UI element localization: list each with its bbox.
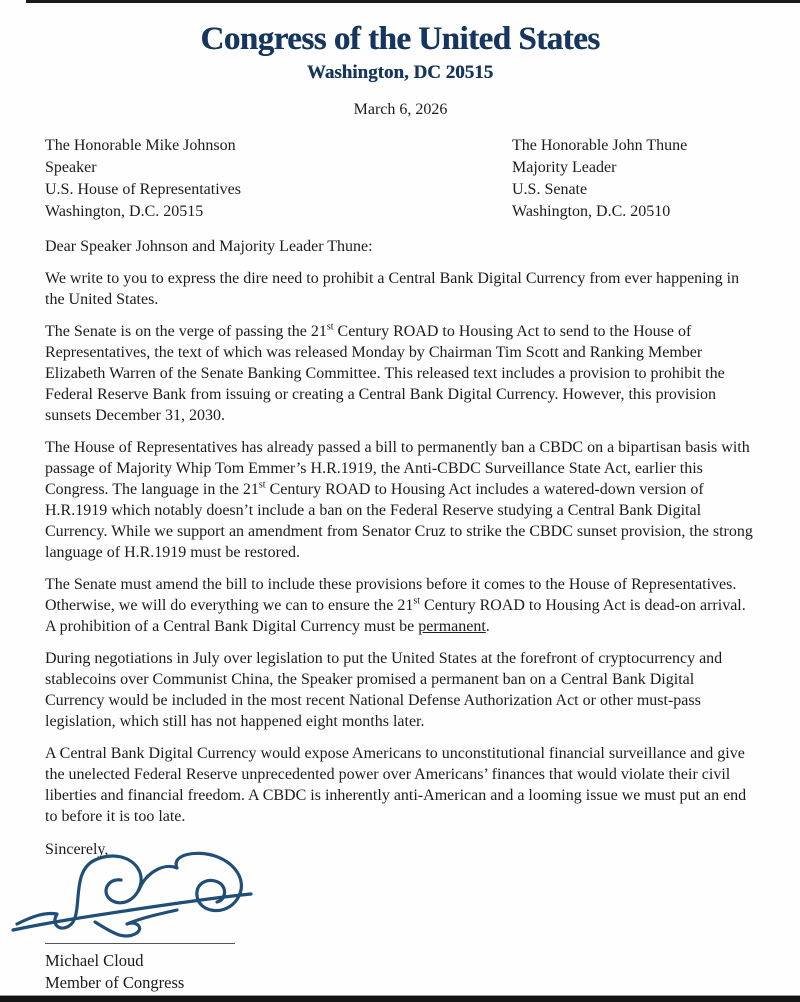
recipient-line: The Honorable Mike Johnson xyxy=(45,137,236,154)
letterhead-title: Congress of the United States xyxy=(200,21,600,57)
recipient-line: Washington, D.C. 20515 xyxy=(45,203,204,220)
recipient-block-right xyxy=(512,135,756,223)
letter-content xyxy=(0,99,800,994)
closing-block xyxy=(45,839,756,994)
signer-title: Member of Congress xyxy=(45,973,185,992)
letterhead xyxy=(0,0,800,84)
valediction: Sincerely, xyxy=(45,841,109,858)
recipient-block-left xyxy=(45,135,512,223)
paragraph: During negotiations in July over legislation to put the United States at the forefront of cryptocurrency and stablecoins over Communist China, the Speaker promised a permanent ban on a Central Bank Digital Currency would be included in the most recent National Defense Authorization Act or other must-pass legislation, which still has not happened eight months later. xyxy=(45,650,723,730)
signature-area xyxy=(45,862,305,950)
salutation: Dear Speaker Johnson and Majority Leader Thune: xyxy=(45,238,373,255)
letterhead-subtitle: Washington, DC 20515 xyxy=(306,62,494,83)
recipient-line: The Honorable John Thune xyxy=(512,137,688,154)
letter-body xyxy=(45,268,756,827)
paragraph: A Central Bank Digital Currency would expose Americans to unconstitutional financial surveillance and give the unelected Federal Reserve unprecedented power over Americans’ finances that would violate their civil liberties and financial freedom. A CBDC is inherently anti-American and a looming issue we must put an end to before it is too late. xyxy=(45,745,747,825)
paragraph: The Senate must amend the bill to include these provisions before it comes to the House of Representatives. Otherwise, we will do everything we can to ensure the 21st Century ROAD to Housing Act is dead-on arrival. A prohibition of a Central Bank Digital Currency must be permanent. xyxy=(45,576,746,635)
scan-edge-top xyxy=(0,0,800,3)
signer-name: Michael Cloud xyxy=(45,951,144,970)
recipient-line: Washington, D.C. 20510 xyxy=(512,203,671,220)
recipient-line: Speaker xyxy=(45,159,97,176)
recipient-line: U.S. House of Representatives xyxy=(45,181,241,198)
signature-image xyxy=(11,846,267,950)
letter-date: March 6, 2026 xyxy=(353,101,448,118)
scan-edge-bottom xyxy=(0,995,800,1002)
paragraph: The House of Representatives has already passed a bill to permanently ban a CBDC on a bipartisan basis with passage of Majority Whip Tom Emmer’s H.R.1919, the Anti-CBDC Surveillance State Act, earlier this Congress. The language in the 21st Century ROAD to Housing Act includes a watered-down version of H.R.1919 which notably doesn’t include a ban on the Federal Reserve studying a Central Bank Digital Currency. While we support an amendment from Senator Cruz to strike the CBDC sunset provision, the strong language of H.R.1919 must be restored. xyxy=(45,439,753,561)
recipient-line: Majority Leader xyxy=(512,159,617,176)
recipient-line: U.S. Senate xyxy=(512,181,588,198)
paragraph: We write to you to express the dire need to prohibit a Central Bank Digital Currency from ever happening in the United States. xyxy=(45,270,740,308)
signature-strokes xyxy=(13,853,251,936)
recipient-blocks xyxy=(45,135,756,223)
paragraph: The Senate is on the verge of passing the 21st Century ROAD to Housing Act to send to the House of Representatives, the text of which was released Monday by Chairman Tim Scott and Ranking Member Elizabeth Warren of the Senate Banking Committee. This released text includes a provision to prohibit the Federal Reserve Bank from issuing or creating a Central Bank Digital Currency. However, this provision sunsets December 31, 2030. xyxy=(45,321,725,424)
